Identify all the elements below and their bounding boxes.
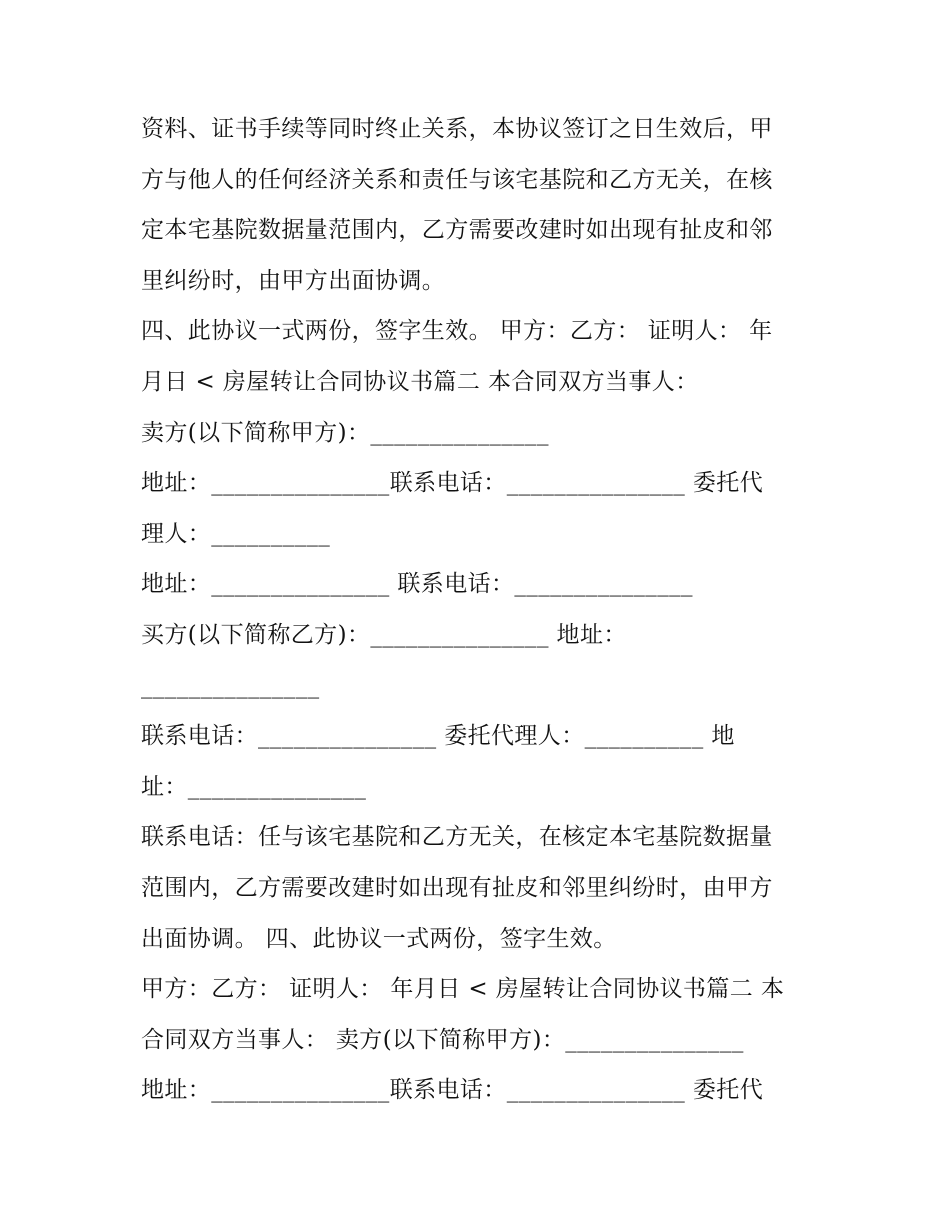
text-line: 理人：__________: [141, 520, 331, 547]
text-line: 地址：_______________联系电话：_______________ 委托代: [141, 470, 764, 497]
text-line: 地址：_______________ 联系电话：_______________: [141, 571, 693, 598]
text-line: 联系电话：任与该宅基院和乙方无关，在核定本宅基院数据量: [141, 824, 773, 851]
text-line: 买方(以下简称乙方)：_______________ 地址：: [141, 621, 627, 648]
document-body: [141, 104, 821, 1116]
text-line: 出面协调。 四、此协议一式两份，签字生效。: [141, 925, 617, 952]
text-line: 范围内，乙方需要改建时如出现有扯皮和邻里纠纷时，由甲方: [141, 874, 773, 901]
text-line: 四、此协议一式两份，签字生效。 甲方：乙方： 证明人： 年: [141, 318, 773, 345]
text-line: _______________: [141, 672, 320, 699]
text-line: 方与他人的任何经济关系和责任与该宅基院和乙方无关，在核: [141, 166, 773, 193]
text-line: 址：_______________: [141, 773, 367, 800]
text-line: 里纠纷时，由甲方出面协调。: [141, 267, 446, 294]
text-line: 合同双方当事人： 卖方(以下简称甲方)：_______________: [141, 1026, 744, 1053]
text-line: 地址：_______________联系电话：_______________ 委托代: [141, 1077, 764, 1104]
text-line: 甲方：乙方： 证明人： 年月日 < 房屋转让合同协议书篇二 本: [141, 976, 785, 1003]
text-line: 定本宅基院数据量范围内，乙方需要改建时如出现有扯皮和邻: [141, 217, 773, 244]
text-line: 卖方(以下简称甲方)：_______________: [141, 419, 549, 446]
text-line: 资料、证书手续等同时终止关系，本协议签订之日生效后，甲: [141, 116, 773, 142]
text-line: 月日 < 房屋转让合同协议书篇二 本合同双方当事人：: [141, 368, 699, 395]
text-line: 联系电话：_______________ 委托代理人：__________ 地: [141, 723, 735, 750]
